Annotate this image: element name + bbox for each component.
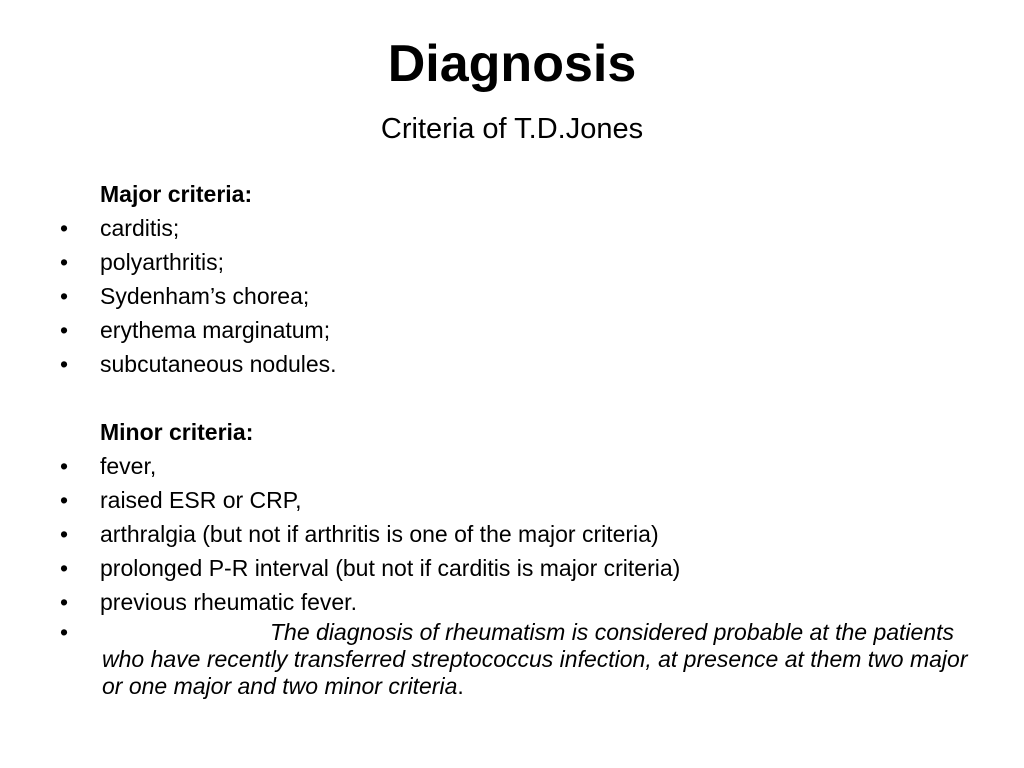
list-item (60, 483, 980, 517)
note-paragraph (102, 619, 982, 700)
bullet-icon: • (60, 351, 69, 377)
note-text: The diagnosis of rheumatism is considered probable at the patients who have recently transferred streptococcus infection, at presence at them two major or one major and two minor criteria (102, 619, 968, 699)
list-item (60, 449, 980, 483)
list-item (60, 313, 980, 347)
note-end: . (457, 673, 464, 699)
list-item (60, 517, 980, 551)
list-item (60, 551, 980, 585)
bullet-icon: • (60, 249, 69, 275)
major-item-text: erythema marginatum; (100, 317, 331, 343)
minor-item-text: raised ESR or CRP, (100, 487, 302, 513)
diagnosis-note (60, 619, 982, 700)
spacer (60, 381, 980, 415)
list-item (60, 279, 980, 313)
bullet-icon: • (60, 453, 69, 479)
bullet-icon: • (60, 521, 69, 547)
bullet-icon: • (60, 487, 69, 513)
slide-subtitle: Criteria of T.D.Jones (380, 113, 644, 145)
list-item (60, 245, 980, 279)
list-item (60, 347, 980, 381)
bullet-icon: • (60, 589, 69, 615)
list-item (60, 211, 980, 245)
bullet-icon: • (60, 215, 69, 241)
major-item-text: subcutaneous nodules. (100, 351, 337, 377)
major-item-text: polyarthritis; (100, 249, 224, 275)
bullet-icon: • (60, 283, 69, 309)
minor-item-text: fever, (100, 453, 157, 479)
major-item-text: carditis; (100, 215, 180, 241)
major-criteria-heading: Major criteria: (100, 181, 253, 207)
list-item (60, 585, 980, 619)
minor-item-text: previous rheumatic fever. (100, 589, 357, 615)
major-item-text: Sydenham’s chorea; (100, 283, 310, 309)
bullet-icon: • (60, 555, 69, 581)
slide-title: Diagnosis (387, 35, 637, 93)
minor-item-text: prolonged P-R interval (but not if carditis is major criteria) (100, 555, 681, 581)
bullet-icon: • (60, 317, 69, 343)
minor-item-text: arthralgia (but not if arthritis is one of the major criteria) (100, 521, 659, 547)
minor-criteria-heading: Minor criteria: (100, 419, 254, 445)
bullet-icon: • (60, 619, 69, 645)
slide-body (60, 177, 980, 700)
